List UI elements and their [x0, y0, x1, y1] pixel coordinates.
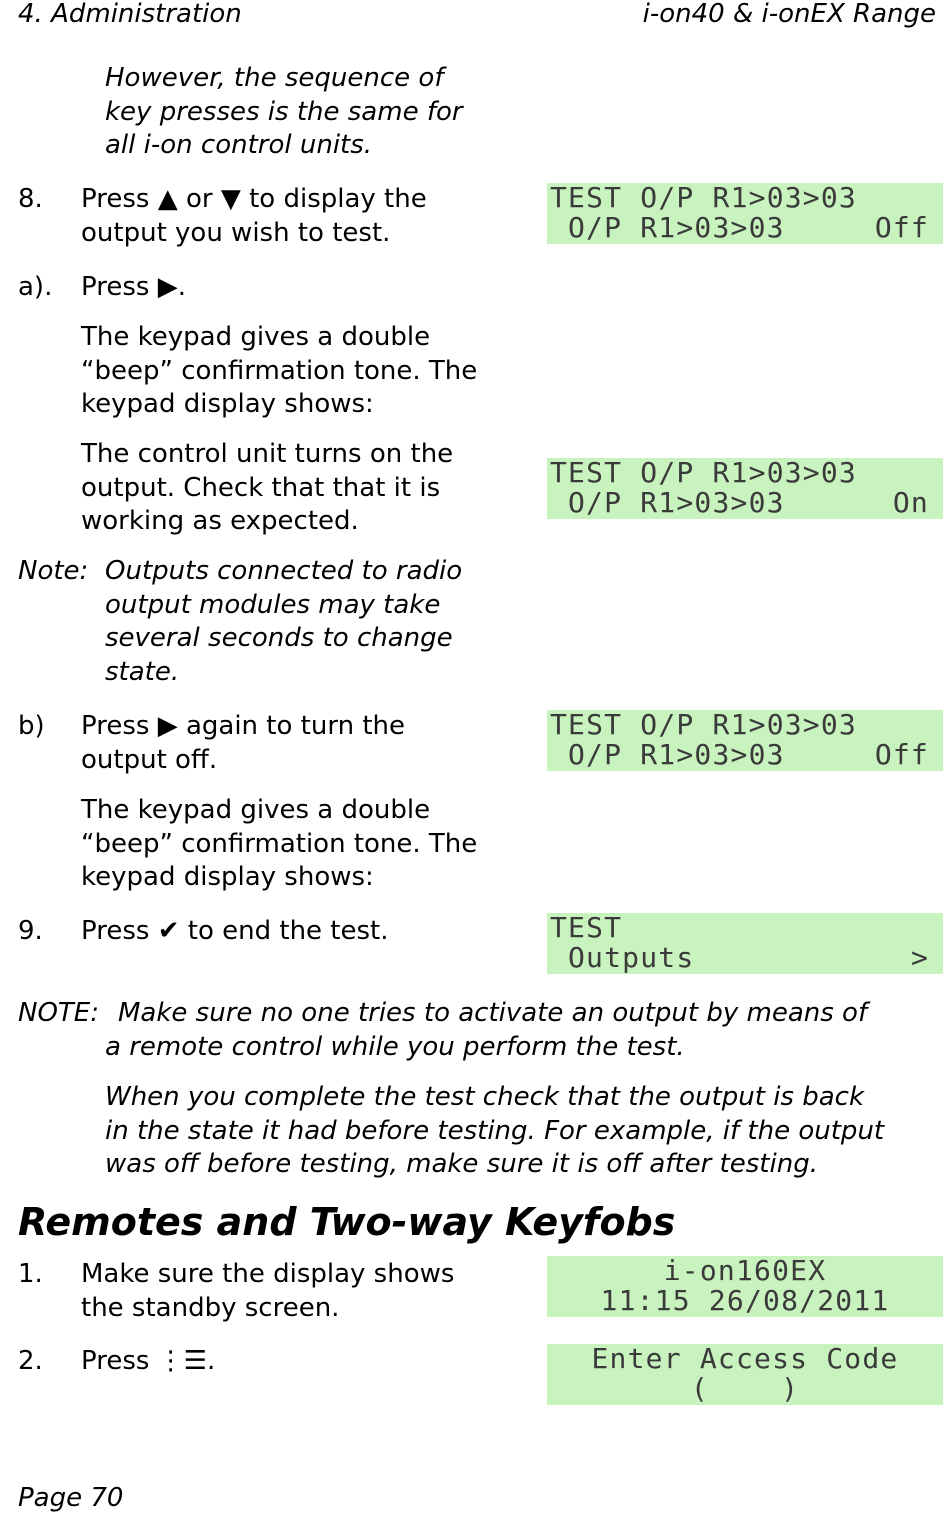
section-title: Remotes and Two-way Keyfobs [18, 1200, 676, 1244]
lcd-display-test-output-on: TEST O/P R1>03>03 O/P R1>03>03 On [547, 458, 943, 519]
lcd-display-test-outputs-menu: TEST Outputs > [547, 913, 943, 974]
step-9-text: Press ✔ to end the test. [81, 916, 389, 946]
intro-note-line: However, the sequence of [105, 63, 444, 93]
step-b-text: Press ▶ again to turn the output off. [81, 711, 405, 775]
section-step-2-text: Press ⋮☰. [81, 1346, 216, 1376]
note2-paragraph: When you complete the test check that the output is back in the state it had before testing. For example, if the output was off before testing, make sure it is off after testing. [105, 1082, 885, 1179]
step-a-paragraph-2: The control unit turns on the output. Check that that it is working as expected. [81, 439, 454, 536]
header-product: i-on40 & i-onEX Range [642, 0, 936, 29]
up-arrow-icon: ▲ [157, 184, 178, 214]
step-a-paragraph-1: The keypad gives a double “beep” confirmation tone. The keypad display shows: [81, 322, 478, 419]
lcd-state: Off [874, 211, 929, 244]
tick-icon: ✔ [157, 916, 180, 946]
lcd-display-access-code: Enter Access Code ( ) [547, 1344, 943, 1405]
note2-line-1: Make sure no one tries to activate an output by means of [118, 998, 868, 1028]
intro-note-line: key presses is the same for [105, 96, 463, 127]
section-step-2-number: 2. [18, 1346, 43, 1376]
lcd-display-test-output-off-again: TEST O/P R1>03>03 O/P R1>03>03 Off [547, 710, 943, 771]
note-text: Outputs connected to radio output modules may take several seconds to change state. [105, 556, 463, 687]
step-9-number: 9. [18, 916, 43, 946]
menu-icon: ⋮☰ [157, 1346, 208, 1376]
intro-note [105, 62, 463, 163]
play-arrow-icon: ▶ [157, 272, 178, 302]
note-label: Note: [18, 556, 89, 586]
section-step-1-number: 1. [18, 1259, 43, 1289]
lcd-state: Off [874, 738, 929, 771]
step-8-number: 8. [18, 184, 43, 214]
header-section: 4. Administration [18, 0, 242, 29]
lcd-arrow: > [910, 941, 929, 974]
play-arrow-icon: ▶ [157, 711, 178, 741]
note2-label: NOTE: [18, 998, 99, 1028]
step-a-text: Press ▶. [81, 272, 186, 302]
lcd-display-test-output-off: TEST O/P R1>03>03 O/P R1>03>03 Off [547, 183, 943, 244]
step-b-paragraph: The keypad gives a double “beep” confirmation tone. The keypad display shows: [81, 795, 478, 892]
down-arrow-icon: ▼ [220, 184, 241, 214]
step-8-text: Press ▲ or ▼ to display the output you wish to test. [81, 184, 427, 248]
lcd-state: On [892, 486, 929, 519]
intro-note-line: all i-on control units. [105, 130, 373, 160]
lcd-display-standby: i-on160EX 11:15 26/08/2011 [547, 1256, 943, 1317]
page-number: Page 70 [18, 1483, 124, 1513]
note2-line-2: a remote control while you perform the test. [105, 1032, 685, 1062]
step-a-number: a). [18, 272, 53, 302]
section-step-1-text: Make sure the display shows the standby screen. [81, 1259, 455, 1323]
step-b-number: b) [18, 711, 45, 741]
